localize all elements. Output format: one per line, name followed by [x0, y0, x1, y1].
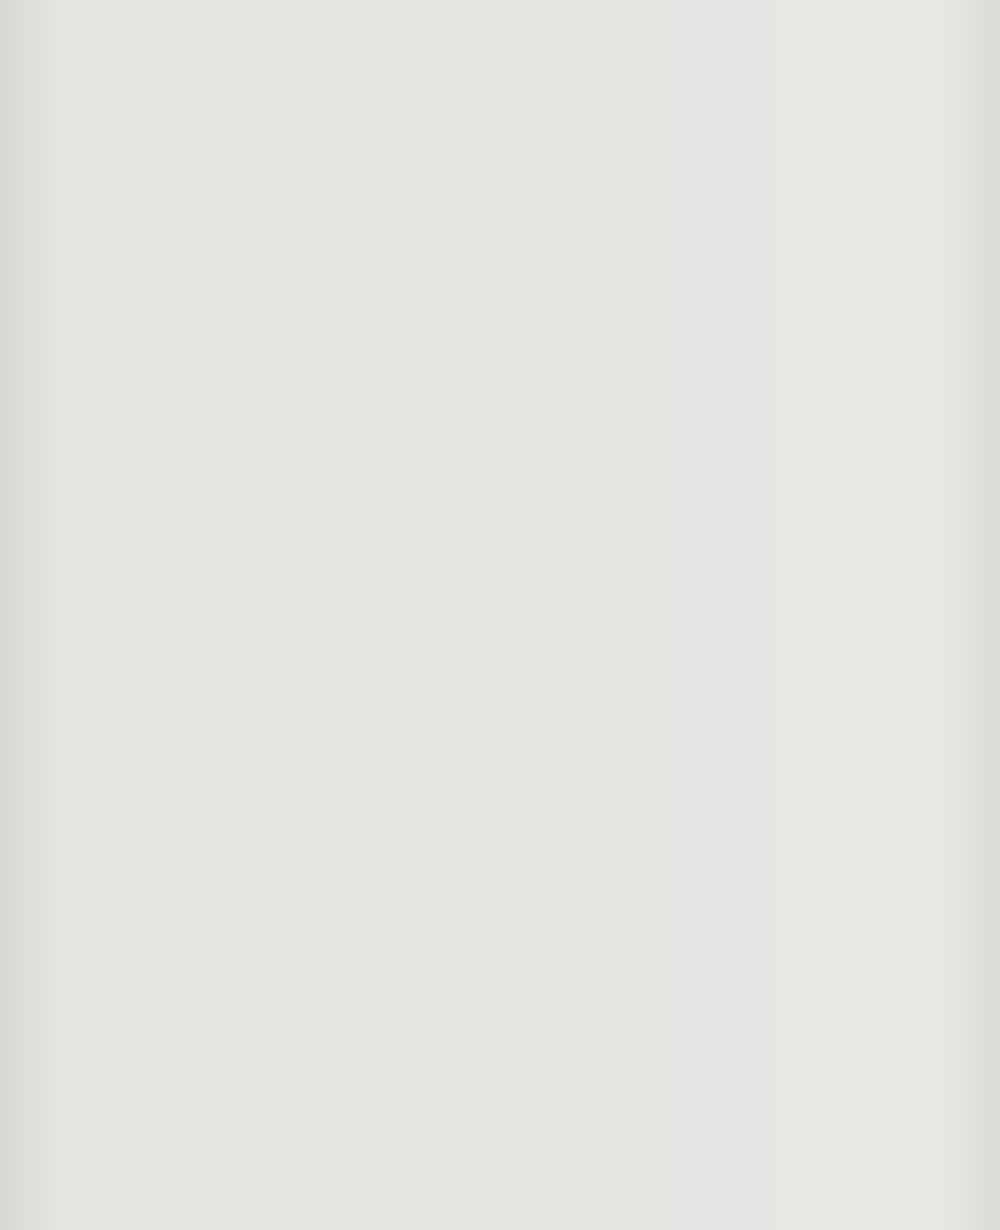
document-body: [58, 117, 880, 132]
